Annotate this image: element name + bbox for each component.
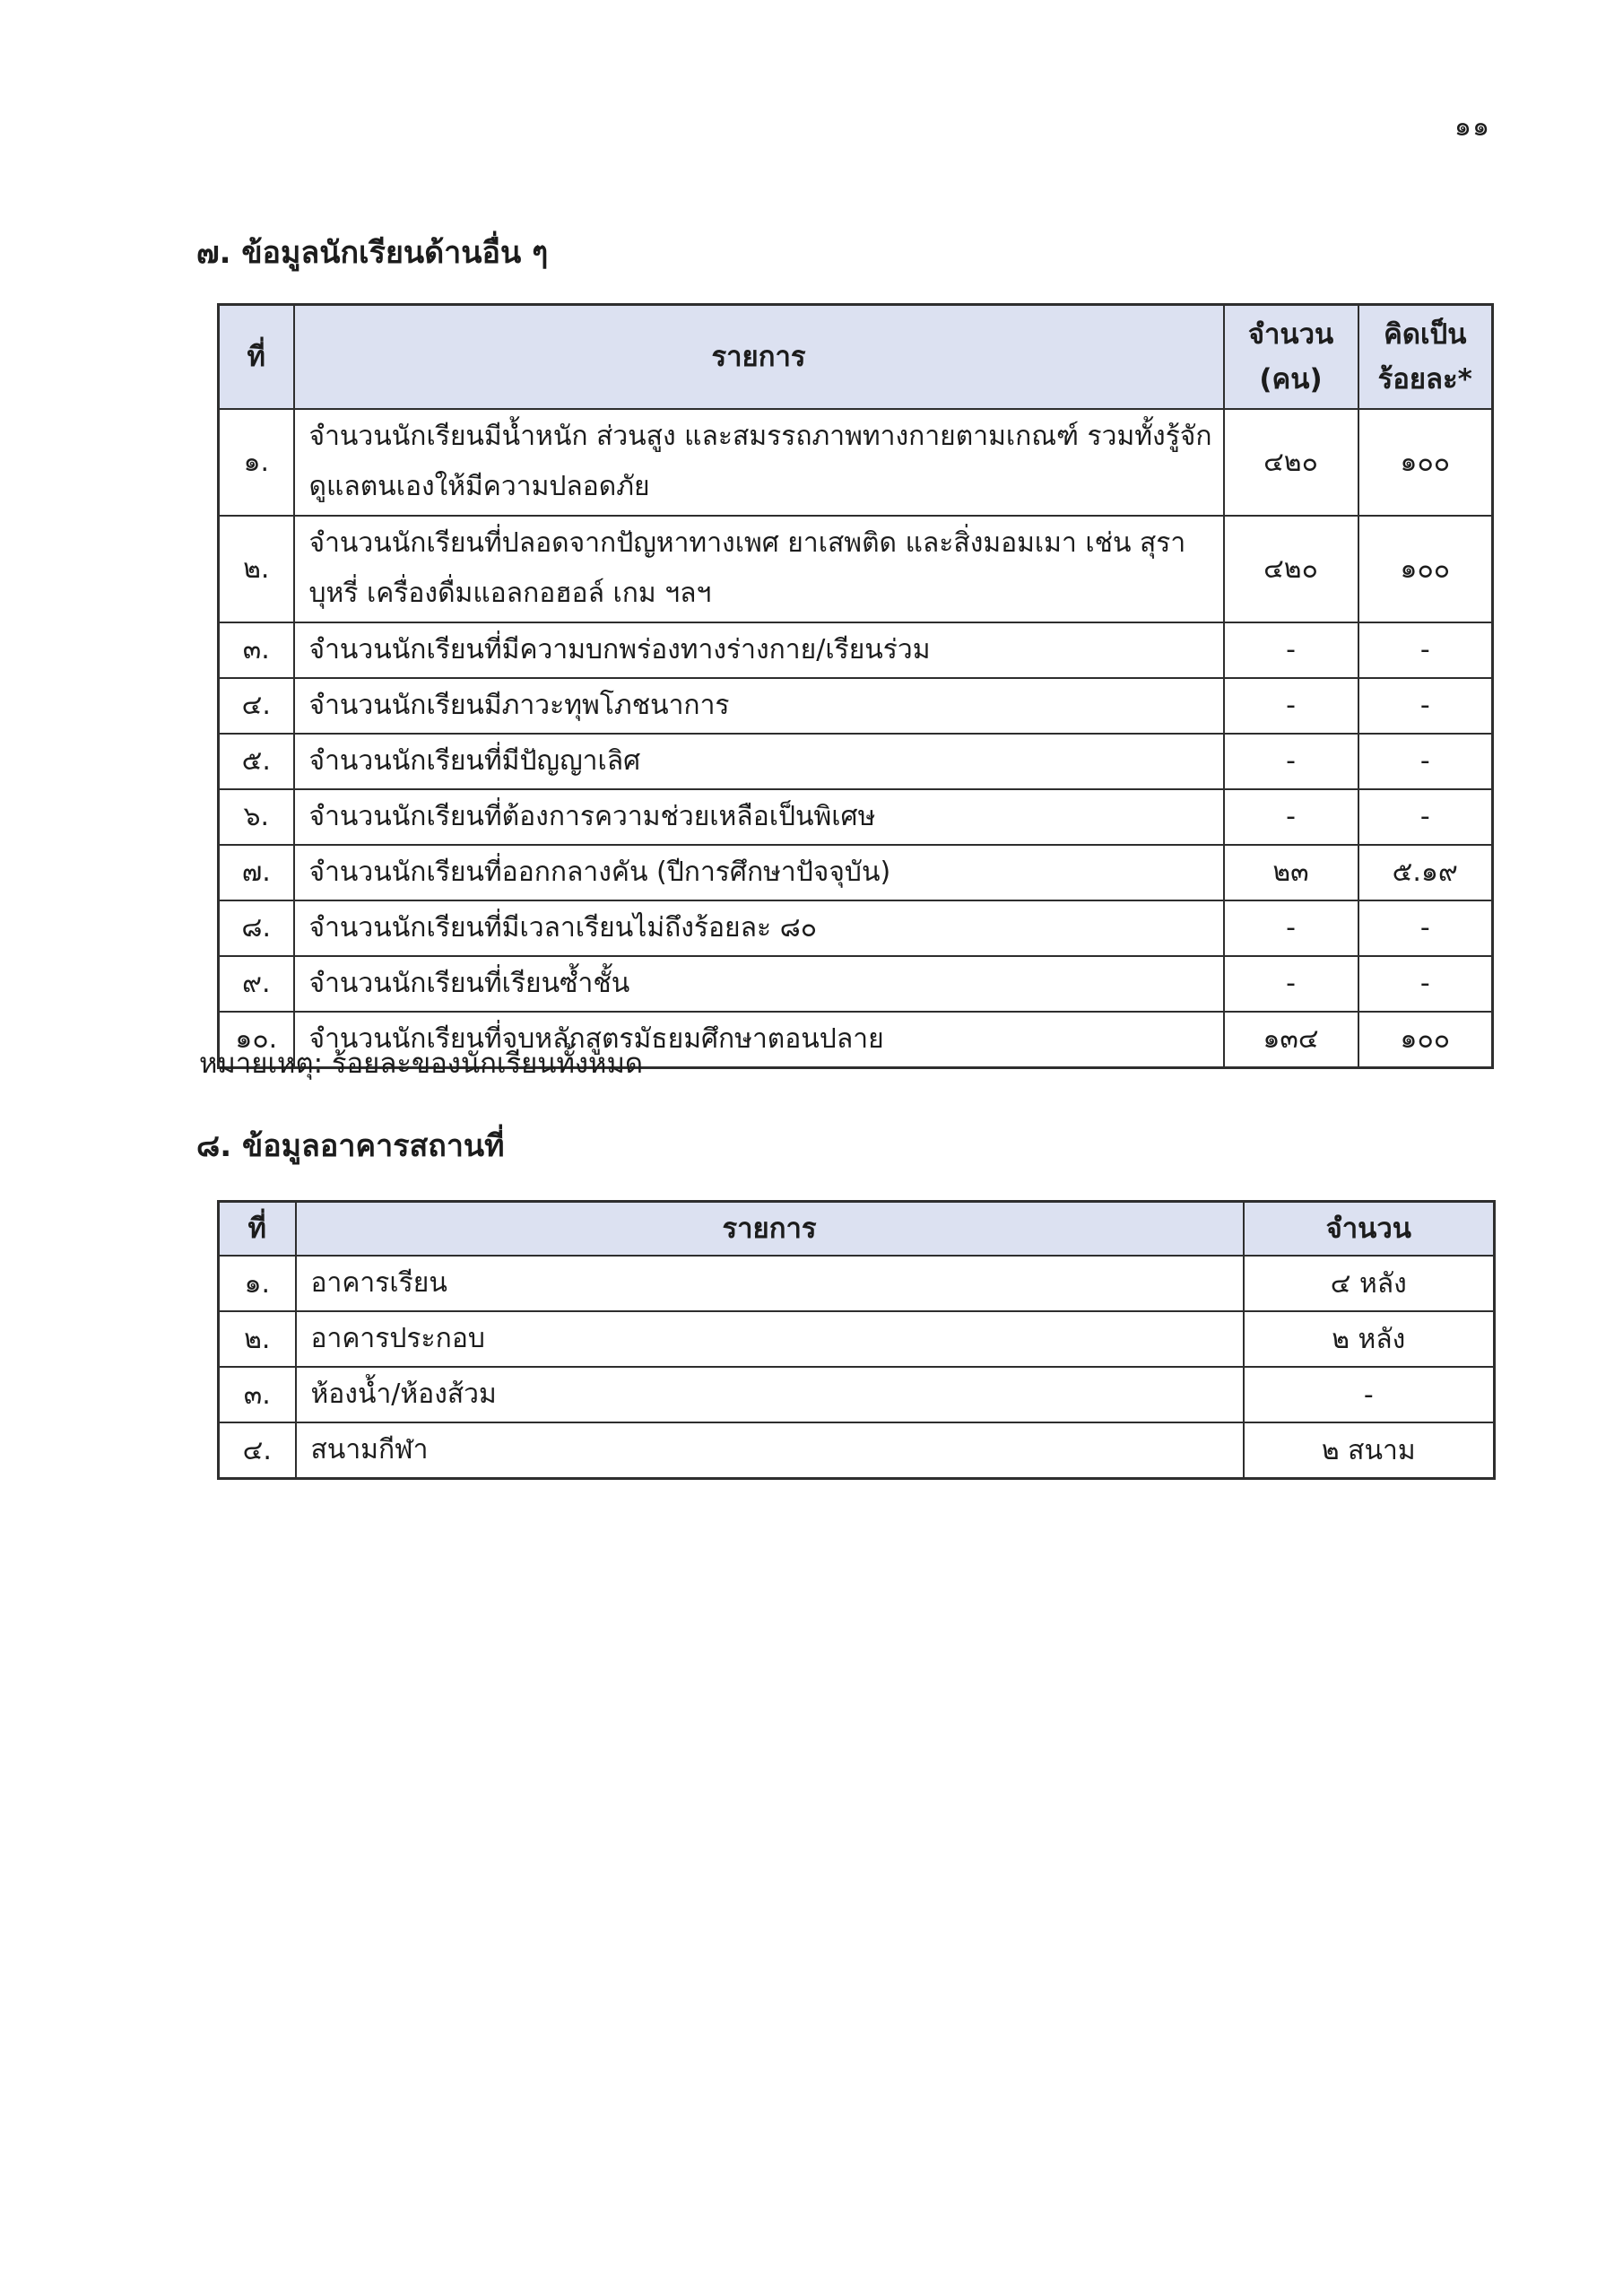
table-row xyxy=(219,622,1493,678)
row-count-cell: - xyxy=(1224,622,1358,678)
row-count-cell: - xyxy=(1224,956,1358,1012)
table-row xyxy=(219,516,1493,622)
row-number-cell: ๔. xyxy=(219,1422,296,1479)
row-item-cell: สนามกีฬา xyxy=(296,1422,1244,1479)
table-row xyxy=(219,1367,1495,1422)
students-header-no-label: ที่ xyxy=(247,340,265,373)
row-percent-cell: ๑๐๐ xyxy=(1358,409,1493,516)
table-row xyxy=(219,734,1493,789)
row-count-cell: ๑๓๔ xyxy=(1224,1012,1358,1068)
table-row xyxy=(219,1256,1495,1311)
students-header-count xyxy=(1224,305,1358,409)
row-item-cell: จำนวนนักเรียนมีภาวะทุพโภชนาการ xyxy=(294,678,1224,734)
row-percent-cell: ๑๐๐ xyxy=(1358,1012,1493,1068)
table-row xyxy=(219,845,1493,900)
table-row xyxy=(219,678,1493,734)
buildings-table-body xyxy=(219,1256,1495,1479)
row-percent-cell: ๑๐๐ xyxy=(1358,516,1493,622)
row-number-cell: ๔. xyxy=(219,678,294,734)
row-number-cell: ๙. xyxy=(219,956,294,1012)
students-table-note: หมายเหตุ: ร้อยละของนักเรียนทั้งหมด xyxy=(199,1048,644,1080)
row-count-cell: - xyxy=(1224,734,1358,789)
row-item-cell: จำนวนนักเรียนที่มีปัญญาเลิศ xyxy=(294,734,1224,789)
students-header-no xyxy=(219,305,294,409)
section-8-heading: ๘. ข้อมูลอาคารสถานที่ xyxy=(196,1128,505,1164)
table-row xyxy=(219,409,1493,516)
buildings-header-item xyxy=(296,1202,1244,1257)
section-7-heading: ๗. ข้อมูลนักเรียนด้านอื่น ๆ xyxy=(196,235,549,271)
row-item-cell: จำนวนนักเรียนที่ออกกลางคัน (ปีการศึกษาปัจจุบัน) xyxy=(294,845,1224,900)
row-count-cell: - xyxy=(1224,900,1358,956)
table-row xyxy=(219,900,1493,956)
row-item-cell: จำนวนนักเรียนที่ปลอดจากปัญหาทางเพศ ยาเสพติด และสิ่งมอมเมา เช่น สุรา บุหรี่ เครื่องดื่มแอลกอฮอล์ เกม ฯลฯ xyxy=(294,516,1224,622)
table-row xyxy=(219,1311,1495,1367)
row-count-cell: - xyxy=(1224,789,1358,845)
buildings-table-header-row xyxy=(219,1202,1495,1257)
row-number-cell: ๑. xyxy=(219,409,294,516)
buildings-table xyxy=(217,1200,1496,1480)
row-number-cell: ๒. xyxy=(219,1311,296,1367)
row-count-cell: ๔๒๐ xyxy=(1224,516,1358,622)
row-percent-cell: - xyxy=(1358,734,1493,789)
row-count-cell: - xyxy=(1224,678,1358,734)
buildings-header-count-label: จำนวน xyxy=(1325,1213,1411,1245)
row-percent-cell: - xyxy=(1358,789,1493,845)
table-row xyxy=(219,956,1493,1012)
row-number-cell: ๒. xyxy=(219,516,294,622)
row-percent-cell: - xyxy=(1358,622,1493,678)
row-item-cell: อาคารเรียน xyxy=(296,1256,1244,1311)
students-header-item-label: รายการ xyxy=(711,340,806,373)
row-item-cell: อาคารประกอบ xyxy=(296,1311,1244,1367)
row-number-cell: ๑. xyxy=(219,1256,296,1311)
row-count-cell: ๒๓ xyxy=(1224,845,1358,900)
students-header-item xyxy=(294,305,1224,409)
row-item-cell: จำนวนนักเรียนที่จบหลักสูตรมัธยมศึกษาตอนปลาย xyxy=(294,1012,1224,1068)
buildings-header-no xyxy=(219,1202,296,1257)
row-percent-cell: - xyxy=(1358,678,1493,734)
row-count-cell: ๒ สนาม xyxy=(1244,1422,1495,1479)
buildings-table-header xyxy=(219,1202,1495,1257)
students-header-count-line1: จำนวน xyxy=(1247,317,1334,351)
students-table-header xyxy=(219,305,1493,409)
row-number-cell: ๕. xyxy=(219,734,294,789)
row-percent-cell: - xyxy=(1358,900,1493,956)
row-percent-cell: - xyxy=(1358,956,1493,1012)
students-table-body xyxy=(219,409,1493,1068)
row-number-cell: ๑๐. xyxy=(219,1012,294,1068)
row-number-cell: ๗. xyxy=(219,845,294,900)
table-row xyxy=(219,1422,1495,1479)
row-percent-cell: ๕.๑๙ xyxy=(1358,845,1493,900)
row-number-cell: ๖. xyxy=(219,789,294,845)
students-header-percent-line1: คิดเป็น xyxy=(1384,317,1467,351)
row-number-cell: ๓. xyxy=(219,622,294,678)
row-count-cell: ๔๒๐ xyxy=(1224,409,1358,516)
row-count-cell: ๔ หลัง xyxy=(1244,1256,1495,1311)
buildings-header-item-label: รายการ xyxy=(722,1213,817,1245)
buildings-header-no-label: ที่ xyxy=(247,1213,266,1245)
row-item-cell: จำนวนนักเรียนมีน้ำหนัก ส่วนสูง และสมรรถภาพทางกายตามเกณฑ์ รวมทั้งรู้จักดูแลตนเองให้มีความปลอดภัย xyxy=(294,409,1224,516)
row-item-cell: จำนวนนักเรียนที่เรียนซ้ำชั้น xyxy=(294,956,1224,1012)
row-item-cell: จำนวนนักเรียนที่ต้องการความช่วยเหลือเป็นพิเศษ xyxy=(294,789,1224,845)
row-count-cell: ๒ หลัง xyxy=(1244,1311,1495,1367)
page-number: ๑๑ xyxy=(1454,111,1490,143)
students-other-info-table xyxy=(217,303,1494,1069)
row-item-cell: จำนวนนักเรียนที่มีเวลาเรียนไม่ถึงร้อยละ ๘๐ xyxy=(294,900,1224,956)
row-item-cell: ห้องน้ำ/ห้องส้วม xyxy=(296,1367,1244,1422)
table-row xyxy=(219,789,1493,845)
students-header-percent-line2: ร้อยละ* xyxy=(1377,362,1472,396)
row-count-cell: - xyxy=(1244,1367,1495,1422)
students-header-count-line2: (คน) xyxy=(1259,362,1323,396)
row-number-cell: ๓. xyxy=(219,1367,296,1422)
buildings-header-count xyxy=(1244,1202,1495,1257)
students-header-percent xyxy=(1358,305,1493,409)
students-table-header-row xyxy=(219,305,1493,409)
row-item-cell: จำนวนนักเรียนที่มีความบกพร่องทางร่างกาย/เรียนร่วม xyxy=(294,622,1224,678)
row-number-cell: ๘. xyxy=(219,900,294,956)
